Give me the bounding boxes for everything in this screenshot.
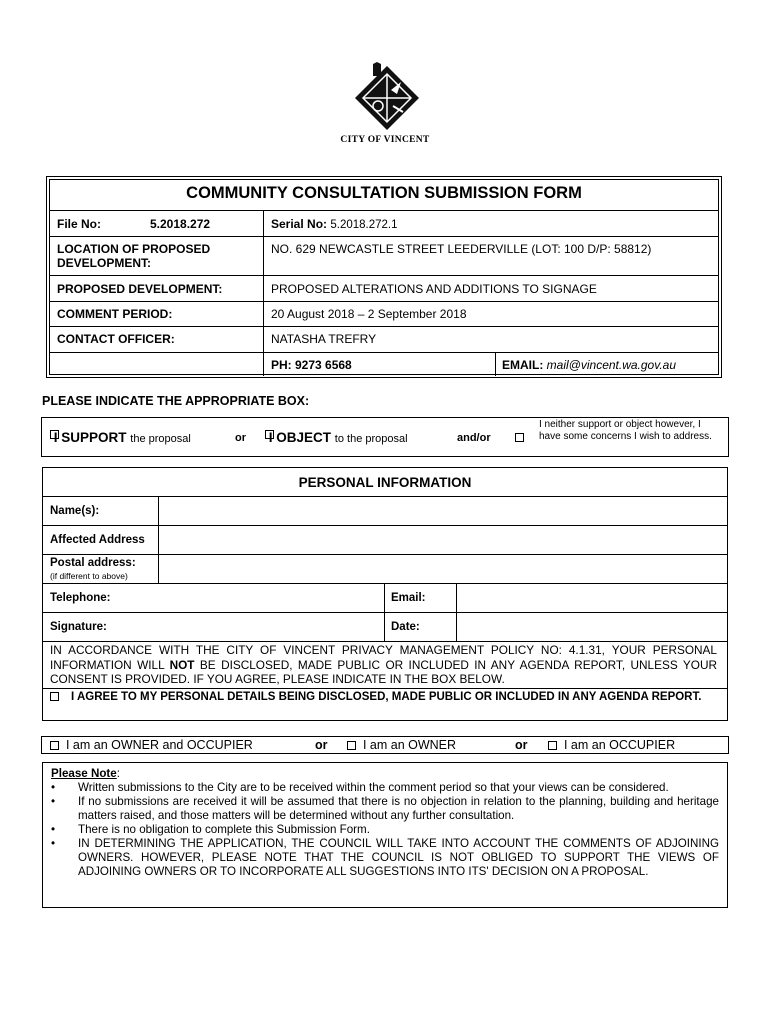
affected-address-row[interactable] (43, 525, 727, 554)
postal-address-label: Postal address: (50, 557, 136, 569)
serial-label: Serial No: (271, 217, 328, 231)
list-item: • If no submissions are received it will be assumed that there is no objection in relation to the planning, building and heritage matters raised, and those matters will be determined without any further consultation. (51, 795, 719, 823)
please-note-section (42, 762, 728, 908)
support-option[interactable]: I SUPPORT the proposal (50, 430, 191, 445)
neither-checkbox[interactable] (515, 433, 524, 442)
officer-value: NATASHA TREFRY (271, 332, 377, 346)
position-options (41, 417, 729, 457)
phone-value: PH: 9273 6568 (271, 358, 352, 372)
form-title: COMMUNITY CONSULTATION SUBMISSION FORM (186, 184, 582, 202)
email-field-label: Email: (391, 592, 426, 604)
consultation-details-table (46, 176, 722, 378)
agree-disclosure-option[interactable]: I AGREE TO MY PERSONAL DETAILS BEING DISCLOSED, MADE PUBLIC OR INCLUDED IN ANY AGENDA REPORT. (50, 690, 717, 705)
list-item: • Written submissions to the City are to be received within the comment period so that your views can be considered. (51, 781, 719, 795)
support-checkbox[interactable] (50, 430, 59, 439)
personal-info-title: PERSONAL INFORMATION (298, 475, 472, 490)
contact-row (50, 352, 718, 376)
location-row (50, 236, 718, 275)
list-item: • IN DETERMINING THE APPLICATION, THE COUNCIL WILL TAKE INTO ACCOUNT THE COMMENTS OF ADJOINING OWNERS. HOWEVER, PLEASE NOTE THAT THE COUNCIL IS NOT OBLIGED TO SUPPORT THE VIEWS OF ADJOINING OWNERS OR TO INCORPORATE ALL SUGGESTIONS INTO ITS' DECISION ON A PROPOSAL. (51, 837, 719, 879)
note-list (51, 781, 719, 879)
agree-checkbox[interactable] (50, 692, 59, 701)
email-value[interactable]: mail@vincent.wa.gov.au (546, 358, 677, 372)
location-label: LOCATION OF PROPOSED DEVELOPMENT: (57, 242, 211, 270)
proposed-value: PROPOSED ALTERATIONS AND ADDITIONS TO SIGNAGE (271, 282, 597, 296)
occupier-option[interactable]: I am an OCCUPIER (548, 738, 675, 752)
postal-note: (if different to above) (50, 571, 128, 581)
owner-occupier-option[interactable]: I am an OWNER and OCCUPIER (50, 738, 253, 752)
ownership-options (41, 736, 729, 754)
proposed-row (50, 275, 718, 301)
andor-label: and/or (457, 432, 491, 444)
signature-label: Signature: (50, 621, 107, 633)
neither-option-label: I neither support or object however, I have some concerns I wish to address. (539, 419, 712, 442)
date-label: Date: (391, 621, 420, 633)
names-label: Name(s): (50, 505, 100, 517)
period-value: 20 August 2018 – 2 September 2018 (271, 307, 467, 321)
signature-row[interactable] (43, 612, 727, 641)
personal-information-section (42, 467, 728, 721)
names-row[interactable] (43, 496, 727, 525)
period-row (50, 301, 718, 326)
owner-option[interactable]: I am an OWNER (347, 738, 456, 752)
location-value: NO. 629 NEWCASTLE STREET LEEDERVILLE (LOT: 100 D/P: 58812) (271, 242, 652, 256)
telephone-row[interactable] (43, 583, 727, 612)
email-label: EMAIL: (502, 358, 544, 372)
or-label: or (235, 432, 246, 444)
officer-row (50, 326, 718, 352)
proposed-label: PROPOSED DEVELOPMENT: (57, 282, 223, 296)
file-no-value: 5.2018.272 (150, 217, 211, 231)
file-no-label: File No: (57, 217, 101, 231)
file-row (50, 210, 718, 236)
object-checkbox[interactable] (265, 430, 274, 439)
indicate-heading: PLEASE INDICATE THE APPROPRIATE BOX: (42, 394, 310, 408)
period-label: COMMENT PERIOD: (57, 307, 173, 321)
org-name: CITY OF VINCENT (340, 135, 430, 145)
note-title: Please Note: (51, 767, 120, 780)
postal-address-row[interactable] (43, 554, 727, 583)
city-crest-logo (351, 62, 423, 132)
serial-value: 5.2018.272.1 (330, 219, 398, 231)
or-label-1: or (315, 738, 328, 752)
object-option[interactable]: I OBJECT to the proposal (265, 430, 408, 445)
privacy-statement: IN ACCORDANCE WITH THE CITY OF VINCENT PRIVACY MANAGEMENT POLICY NO: 4.1.31, YOUR PERSONAL INFORMATION WILL NOT BE DISCLOSED, MADE PUBLIC OR INCLUDED IN ANY AGENDA REPORT, UNLESS YOUR CONSENT IS PROVIDED. IF YOU AGREE, PLEASE INDICATE IN THE BOX BELOW. (50, 643, 717, 686)
or-label-2: or (515, 738, 528, 752)
affected-address-label: Affected Address (50, 534, 145, 546)
officer-label: CONTACT OFFICER: (57, 332, 175, 346)
list-item: • There is no obligation to complete this Submission Form. (51, 823, 719, 837)
telephone-label: Telephone: (50, 592, 111, 604)
